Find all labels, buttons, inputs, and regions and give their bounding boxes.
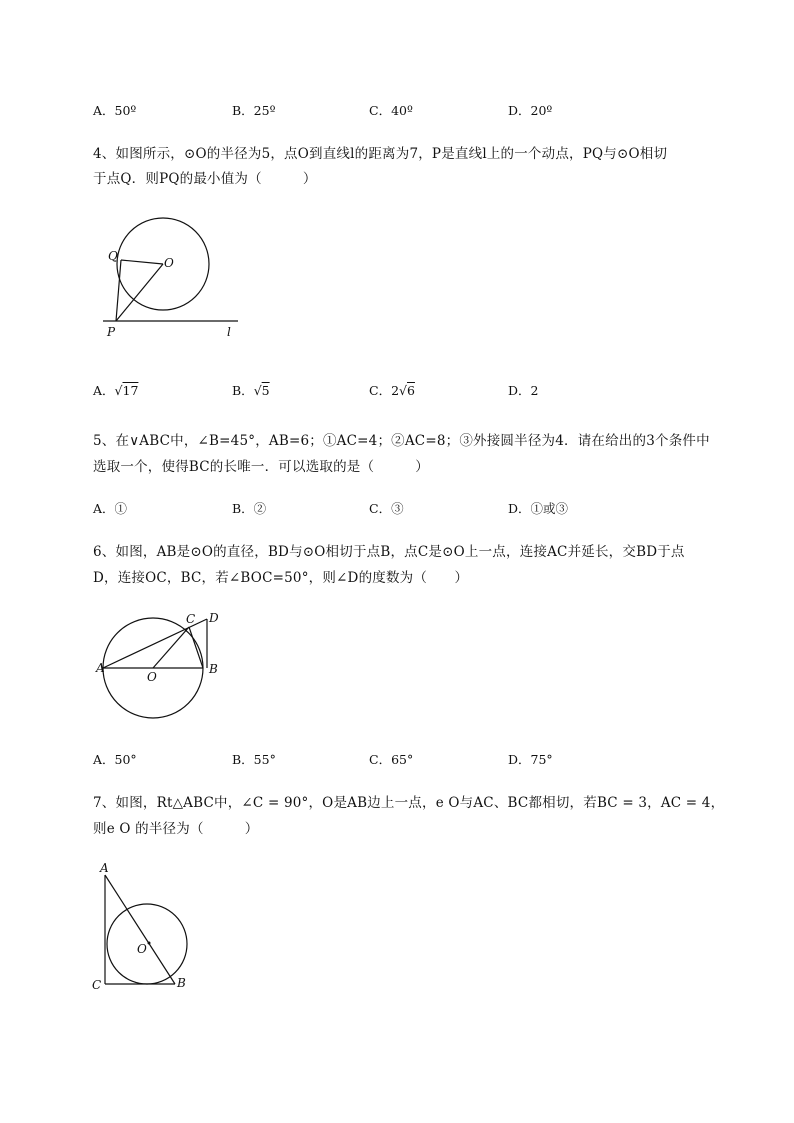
q7-side-ab — [105, 875, 175, 984]
q7-stem-line-1: 7、如图，Rt△ABC中，∠C = 90°，O是AB边上一点，e O与AC、BC都相切，若BC = 3，AC = 4， — [93, 795, 725, 811]
q4-stem-line-2: 于点Q．则PQ的最小值为（ ） — [93, 171, 317, 187]
q6-option-c[interactable]: C．65° — [369, 752, 414, 767]
q5-option-b[interactable]: B．② — [232, 501, 267, 516]
q4-segment-po — [116, 264, 163, 321]
q7-label-b: B — [177, 976, 186, 990]
q7-circle — [107, 904, 187, 984]
q4-segment-qo — [121, 260, 163, 264]
q6-stem-line-1: 6、如图，AB是⊙O的直径，BD与⊙O相切于点B，点C是⊙O上一点，连接AC并延长，交BD于点 — [93, 544, 685, 560]
q5-stem-line-2: 选取一个，使得BC的长唯一．可以选取的是（ ） — [93, 459, 429, 475]
q4-option-a[interactable]: A．√17 — [93, 383, 139, 398]
q6-option-b[interactable]: B．55° — [232, 752, 276, 767]
q5-option-a[interactable]: A．① — [93, 501, 128, 516]
q7-label-c: C — [92, 978, 102, 992]
q7-label-o: O — [137, 942, 147, 956]
q6-option-d[interactable]: D．75° — [508, 752, 553, 767]
q6-label-a: A — [96, 661, 105, 675]
q6-segment-cb — [189, 627, 203, 668]
q5-option-d[interactable]: D．①或③ — [508, 501, 569, 516]
sqrt-sign-icon: √ — [253, 383, 262, 398]
q7-figure — [88, 860, 208, 1000]
q4-figure — [95, 212, 245, 342]
q6-figure — [92, 607, 232, 727]
q4-stem-line-1: 4、如图所示，⊙O的半径为5，点O到直线l的距离为7，P是直线l上的一个动点，PQ与⊙O相切 — [93, 146, 668, 162]
sqrt-sign-icon: √ — [114, 383, 123, 398]
q4-option-b[interactable]: B．√5 — [232, 383, 270, 398]
q6-label-o: O — [147, 670, 157, 684]
q6-label-c: C — [186, 612, 196, 626]
q5-stem-line-1: 5、在∨ABC中，∠B=45°，AB=6；①AC=4；②AC=8；③外接圆半径为4．请在给出的3个条件中 — [93, 433, 710, 449]
q3-option-c[interactable]: C．40º — [369, 103, 413, 118]
q6-option-a[interactable]: A．50° — [93, 752, 137, 767]
q4-label-l: l — [227, 325, 231, 339]
q4-label-p: P — [107, 325, 116, 339]
q7-center-dot — [148, 942, 151, 945]
sqrt-sign-icon: √ — [399, 383, 407, 398]
q6-segment-ad — [103, 619, 207, 668]
q4-option-d[interactable]: D．2 — [508, 383, 539, 398]
q3-option-b[interactable]: B．25º — [232, 103, 276, 118]
q7-label-a: A — [100, 861, 109, 875]
q6-segment-oc — [153, 627, 189, 668]
q6-stem-line-2: D，连接OC，BC，若∠BOC=50°，则∠D的度数为（ ） — [93, 570, 469, 586]
q4-option-c[interactable]: C．2√6 — [369, 383, 415, 398]
q7-stem-line-2: 则e O 的半径为（ ） — [93, 821, 259, 837]
q4-label-q: Q — [108, 249, 118, 263]
q5-option-c[interactable]: C．③ — [369, 501, 404, 516]
q4-label-o: O — [164, 256, 174, 270]
q3-option-d[interactable]: D．20º — [508, 103, 553, 118]
q6-label-d: D — [209, 611, 219, 625]
q6-label-b: B — [209, 662, 218, 676]
q3-option-a[interactable]: A．50º — [93, 103, 137, 118]
